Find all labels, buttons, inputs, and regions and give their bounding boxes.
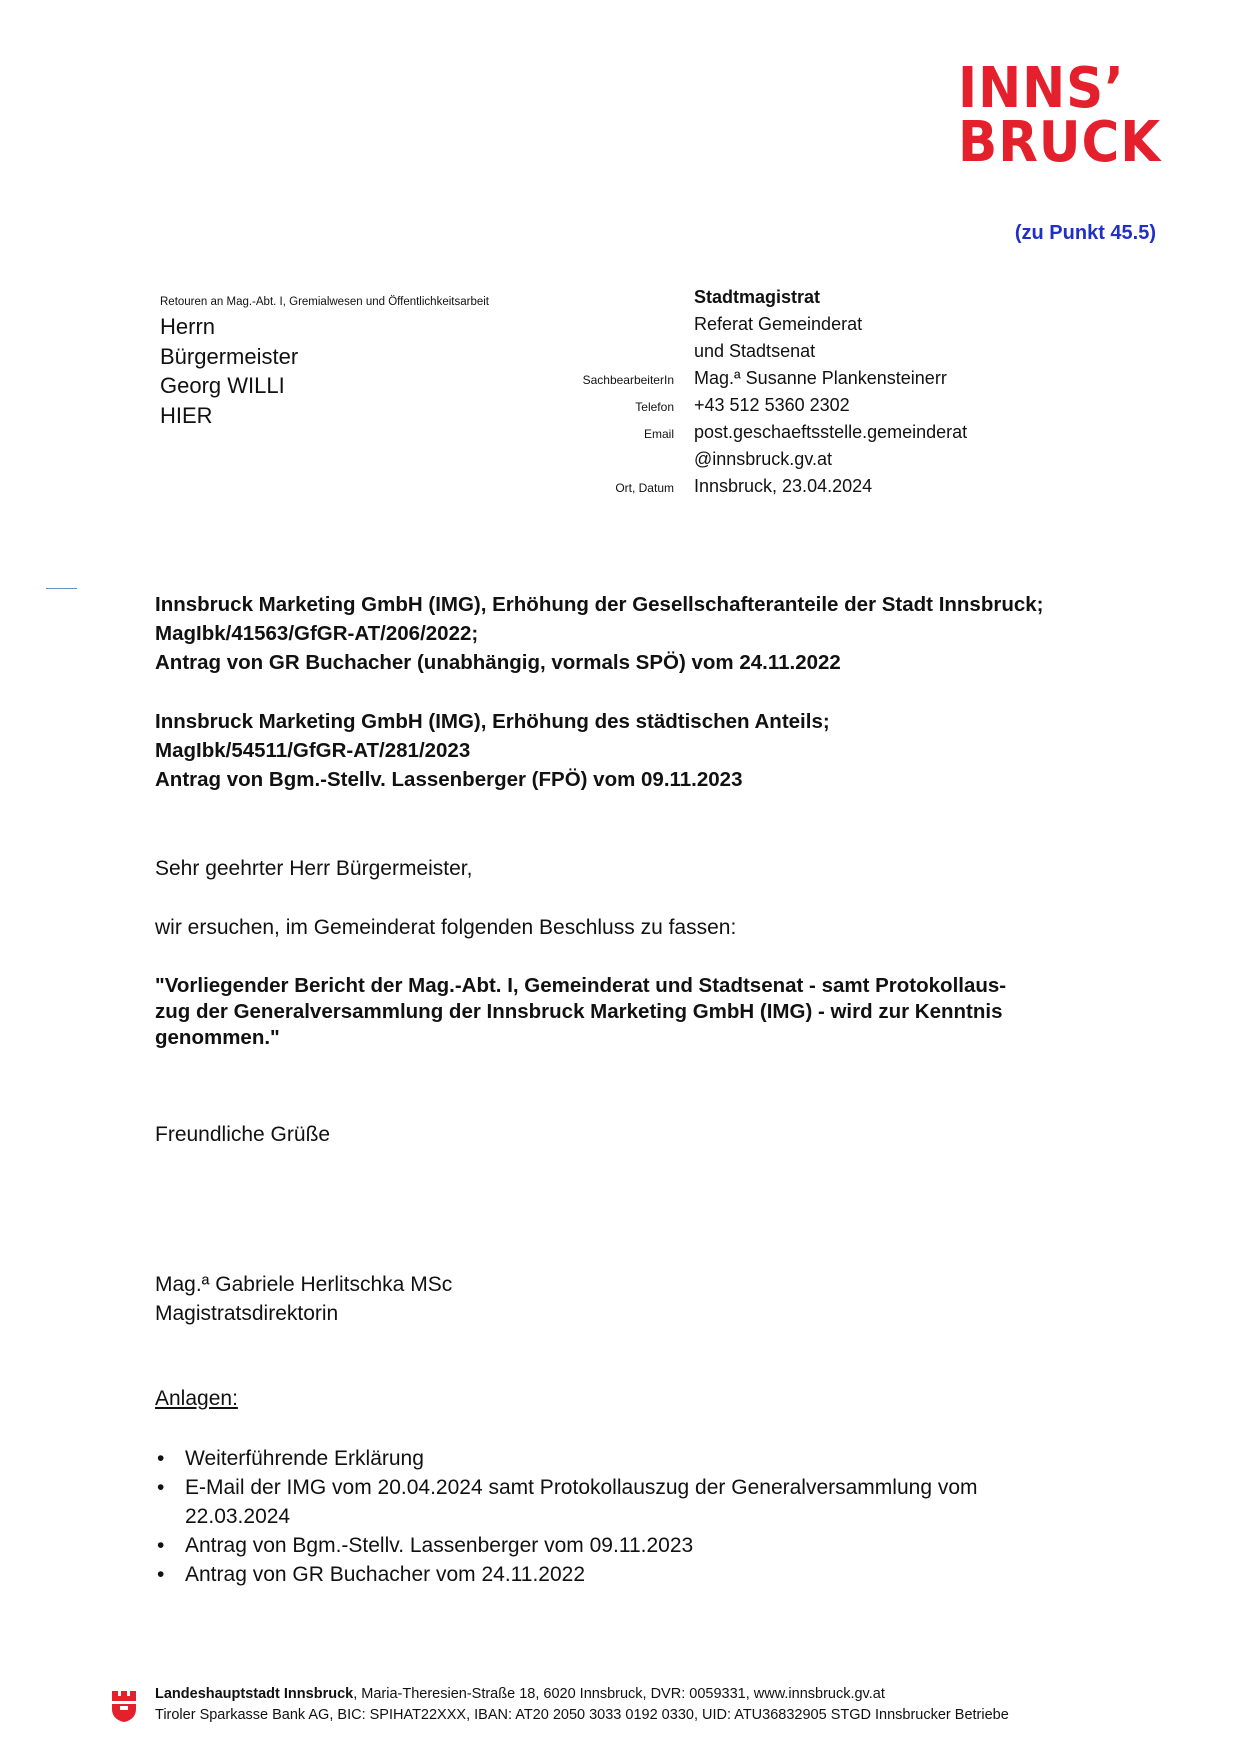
footer-org-name: Landeshauptstadt Innsbruck xyxy=(155,1686,354,1702)
footer-line-2: Tiroler Sparkasse Bank AG, BIC: SPIHAT22XXX, IBAN: AT20 2050 3033 0192 0330, UID: ATU36832905 STGD Innsbrucker Betriebe xyxy=(155,1707,1009,1723)
list-item: • Antrag von Bgm.-Stellv. Lassenberger vom 09.11.2023 xyxy=(155,1531,978,1560)
request-text: wir ersuchen, im Gemeinderat folgenden Beschluss zu fassen: xyxy=(155,916,737,939)
subject-title: Innsbruck Marketing GmbH (IMG), Erhöhung der Gesellschafteranteile der Stadt Innsbruck; xyxy=(155,593,1044,616)
recipient-address xyxy=(160,312,298,430)
subject-title: Innsbruck Marketing GmbH (IMG), Erhöhung des städtischen Anteils; xyxy=(155,710,830,733)
date-value: Innsbruck, 23.04.2024 xyxy=(694,476,873,496)
agenda-reference: (zu Punkt 45.5) xyxy=(1014,222,1156,244)
signatory-title: Magistratsdirektorin xyxy=(155,1302,339,1325)
footer-address: , Maria-Theresien-Straße 18, 6020 Innsbruck, DVR: 0059331, www.innsbruck.gv.at xyxy=(353,1686,885,1702)
signature-block xyxy=(155,1270,452,1328)
resolution-line: genommen." xyxy=(155,1026,280,1049)
clerk-name: Mag.ª Susanne Plankensteinerr xyxy=(694,368,947,388)
subject-block-2 xyxy=(155,707,830,794)
clerk-label: SachbearbeiterIn xyxy=(582,373,674,387)
subject-block-1 xyxy=(155,590,1044,677)
city-crest-icon xyxy=(110,1689,138,1723)
attachments-heading: Anlagen: xyxy=(155,1387,238,1410)
resolution-text xyxy=(155,973,1155,1051)
recipient-line: Bürgermeister xyxy=(160,343,299,369)
subject-motion: Antrag von Bgm.-Stellv. Lassenberger (FPÖ) vom 09.11.2023 xyxy=(155,768,743,791)
recipient-line: Georg WILLI xyxy=(160,373,285,398)
recipient-line: HIER xyxy=(160,402,213,428)
sender-dept-line2: und Stadtsenat xyxy=(694,341,816,361)
salutation: Sehr geehrter Herr Bürgermeister, xyxy=(155,857,473,880)
phone-value: +43 512 5360 2302 xyxy=(694,395,850,415)
logo-line-1: INNS’ xyxy=(958,56,1125,121)
signatory-name: Mag.ª Gabriele Herlitschka MSc xyxy=(155,1273,453,1296)
recipient-line: Herrn xyxy=(160,314,216,339)
list-item: • Antrag von GR Buchacher vom 24.11.2022 xyxy=(155,1560,978,1589)
list-item: • E-Mail der IMG vom 20.04.2024 samt Protokollauszug der Generalversammlung vom 22.03.2024 xyxy=(155,1473,978,1531)
resolution-line: zug der Generalversammlung der Innsbruck Marketing GmbH (IMG) - wird zur Kenntnis xyxy=(155,1000,1003,1023)
subject-file-number: MagIbk/41563/GfGR-AT/206/2022; xyxy=(155,622,479,645)
date-label: Ort, Datum xyxy=(615,481,674,495)
sender-dept-line1: Referat Gemeinderat xyxy=(694,314,863,334)
phone-label: Telefon xyxy=(635,400,674,414)
innsbruck-logo xyxy=(958,56,1179,175)
closing: Freundliche Grüße xyxy=(155,1123,331,1146)
subject-motion: Antrag von GR Buchacher (unabhängig, vormals SPÖ) vom 24.11.2022 xyxy=(155,651,841,674)
logo-line-2: BRUCK xyxy=(958,110,1162,175)
return-address: Retouren an Mag.-Abt. I, Gremialwesen und Öffentlichkeitsarbeit xyxy=(160,296,489,308)
attachments-list xyxy=(155,1444,978,1589)
email-label: Email xyxy=(643,427,674,441)
margin-marker xyxy=(46,588,77,589)
resolution-line: "Vorliegender Bericht der Mag.-Abt. I, Gemeinderat und Stadtsenat - samt Protokollaus- xyxy=(155,974,1007,997)
list-item: • Weiterführende Erklärung xyxy=(155,1444,978,1473)
email-value-line2: @innsbruck.gv.at xyxy=(694,449,832,469)
footer-line-1 xyxy=(155,1686,885,1702)
email-value-line1: post.geschaeftsstelle.gemeinderat xyxy=(694,422,968,442)
sender-office: Stadtmagistrat xyxy=(694,287,821,307)
subject-file-number: MagIbk/54511/GfGR-AT/281/2023 xyxy=(155,739,471,762)
